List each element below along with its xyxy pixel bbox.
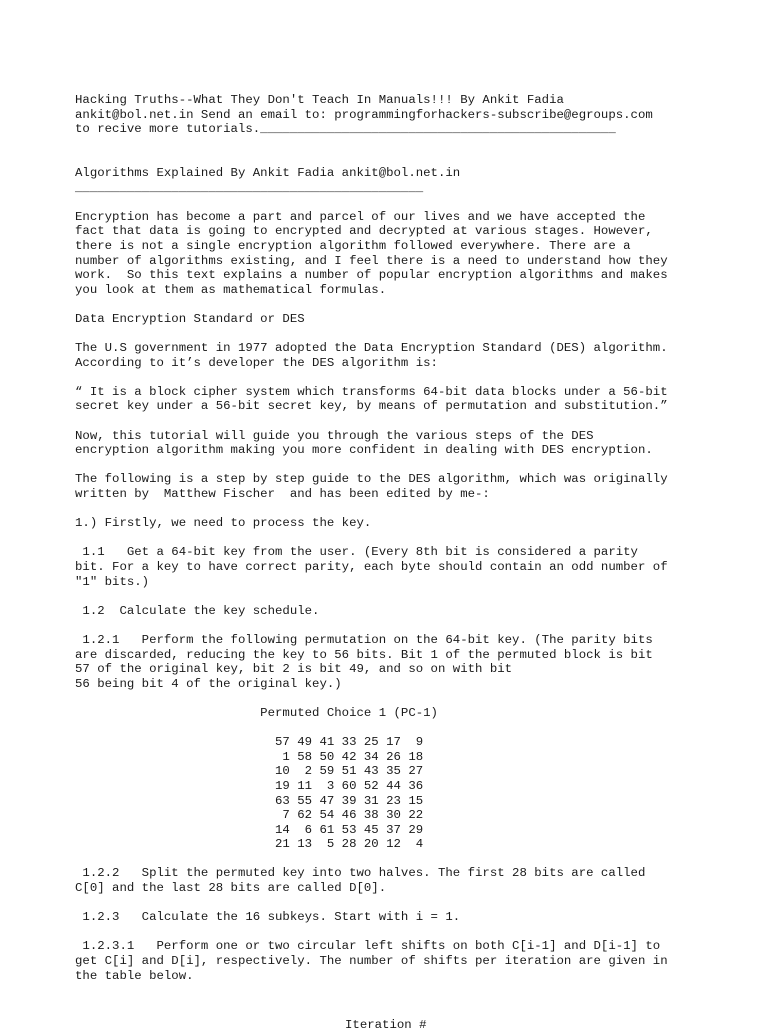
step-1-2-2-line: C[0] and the last 28 bits are called D[0]. [75,881,387,896]
quote-line: secret key under a 56-bit secret key, by means of permutation and substitution.” [75,399,668,414]
intro-line: you look at them as mathematical formulas. [75,282,387,297]
step-1-1-line: bit. For a key to have correct parity, each byte should contain an odd number of [75,560,668,574]
pc1-table-row: 57 49 41 33 25 17 9 [75,735,424,750]
des-intro-line: According to it’s developer the DES algorithm is: [75,355,438,370]
step-1: 1.) Firstly, we need to process the key. [75,516,372,531]
quote-line: “ It is a block cipher system which transforms 64-bit data blocks under a 56-bit [75,384,668,399]
intro-line: Encryption has become a part and parcel of our lives and we have accepted the [75,209,646,224]
cut-off-table-heading: Iteration # [345,1018,427,1032]
step-1-2-3-1-line: 1.2.3.1 Perform one or two circular left shifts on both C[i-1] and D[i-1] to [75,939,661,954]
pc1-table-row: 63 55 47 39 31 23 15 [75,793,424,808]
tutorial-note-line: Now, this tutorial will guide you through the various steps of the DES [75,428,594,443]
following-line: The following is a step by step guide to the DES algorithm, which was originally [75,472,668,487]
section-heading-des: Data Encryption Standard or DES [75,311,305,326]
header-line-2: ankit@bol.net.in Send an email to: programmingforhackers-subscribe@egroups.com [75,107,653,122]
step-1-2-3: 1.2.3 Calculate the 16 subkeys. Start with i = 1. [75,910,461,925]
pc1-table-row: 19 11 3 60 52 44 36 [75,778,424,793]
step-1-2-1-line: 1.2.1 Perform the following permutation on the 64-bit key. (The parity bits [75,632,653,647]
following-line: written by Matthew Fischer and has been edited by me-: [75,487,490,502]
step-1-2-1-line: 57 of the original key, bit 2 is bit 49, and so on with bit [75,662,513,677]
pc1-table-row: 7 62 54 46 38 30 22 [75,808,424,823]
step-1-2: 1.2 Calculate the key schedule. [75,603,320,618]
step-1-2-1-line: 56 being bit 4 of the original key.) [75,676,342,691]
step-1-2-2-line: 1.2.2 Split the permuted key into two halves. The first 28 bits are called [75,866,646,881]
step-1-2-3-1-line: the table below. [75,968,194,983]
subtitle-line: Algorithms Explained By Ankit Fadia ankit@bol.net.in [75,165,461,180]
pc1-table-row: 14 6 61 53 45 37 29 [75,822,424,837]
pc1-table-row: 21 13 5 28 20 12 4 [75,837,424,852]
intro-line: fact that data is going to encrypted and decrypted at various stages. However, [75,224,653,239]
step-1-2-1-line: are discarded, reducing the key to 56 bits. Bit 1 of the permuted block is bit [75,647,653,662]
intro-line: number of algorithms existing, and I feel there is a need to understand how they [75,253,668,268]
header-line-1: Hacking Truths--What They Don't Teach In Manuals!!! By Ankit Fadia [75,93,564,107]
intro-line: there is not a single encryption algorithm followed everywhere. There are a [75,238,631,253]
step-1-1-line: "1" bits.) [75,574,150,589]
document-text [75,93,668,983]
tutorial-note-line: encryption algorithm making you more confident in dealing with DES encryption. [75,443,653,458]
pc1-table-row: 1 58 50 42 34 26 18 [75,749,424,764]
pc1-table-row: 10 2 59 51 43 35 27 [75,764,424,779]
step-1-1-line: 1.1 Get a 64-bit key from the user. (Every 8th bit is considered a parity [75,545,638,560]
header-line-3: to recive more tutorials.________________________________________________ [75,122,616,137]
intro-line: work. So this text explains a number of popular encryption algorithms and makes [75,268,668,283]
des-intro-line: The U.S government in 1977 adopted the Data Encryption Standard (DES) algorithm. [75,341,668,356]
step-1-2-3-1-line: get C[i] and D[i], respectively. The number of shifts per iteration are given in [75,954,668,969]
subtitle-underline: _______________________________________________ [75,180,424,195]
pc1-table-title: Permuted Choice 1 (PC-1) [75,705,438,720]
